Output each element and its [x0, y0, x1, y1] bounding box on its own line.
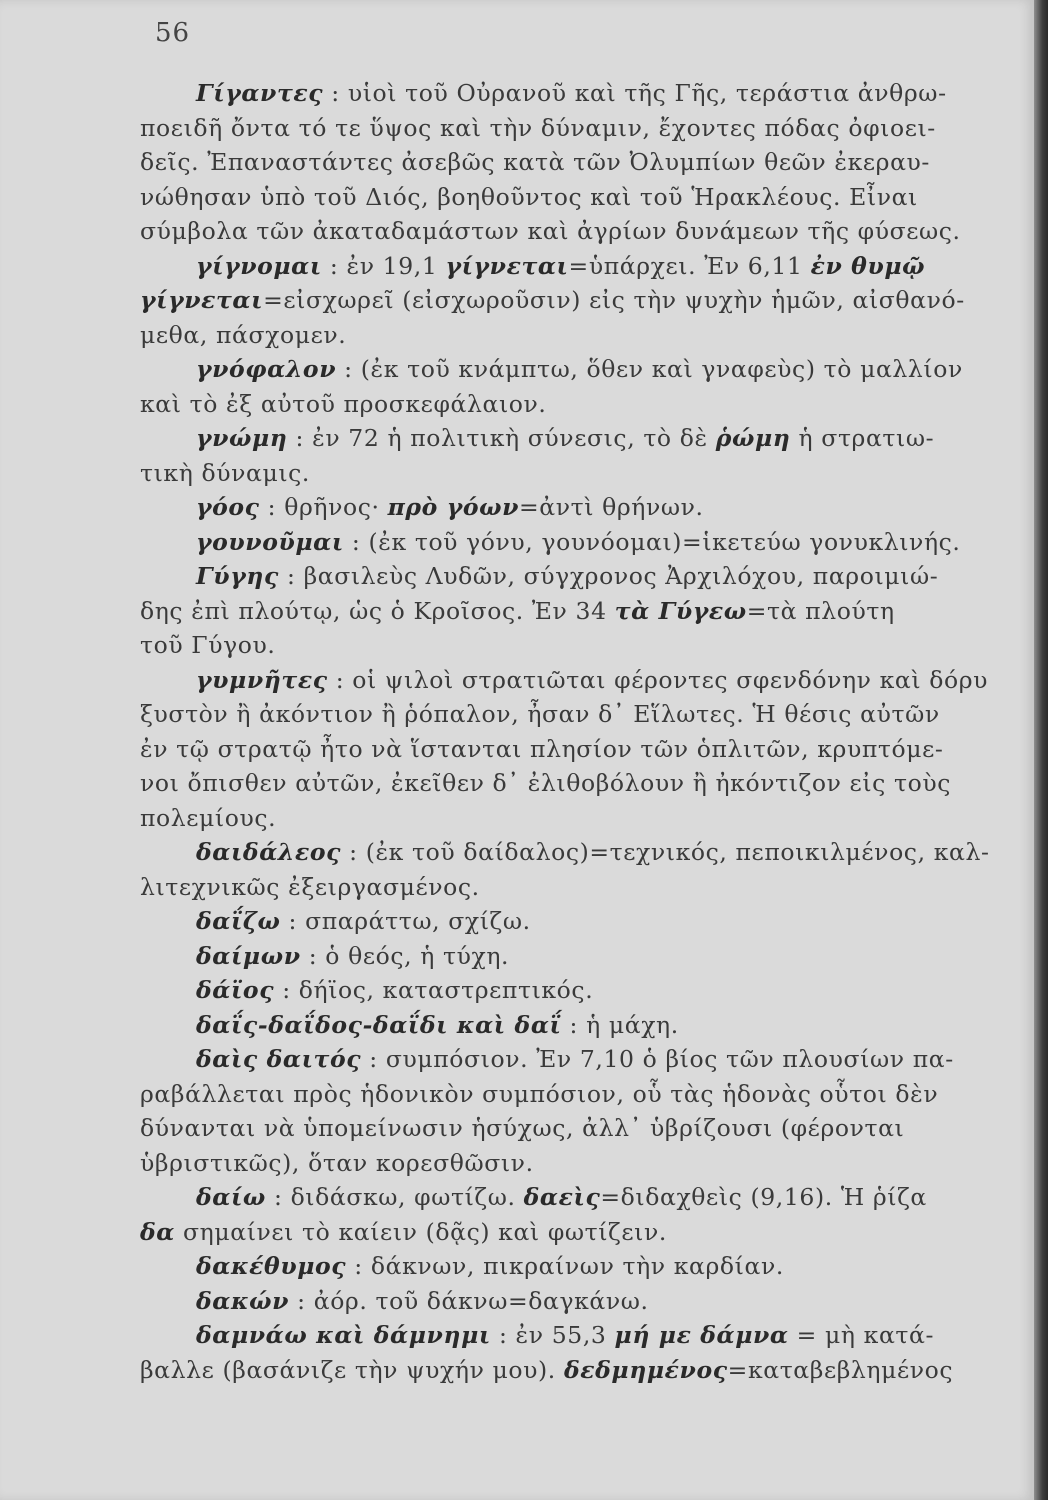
definition-text: : (ἐκ τοῦ δαίδαλος)=τεχνικός, πεποικιλμένος, καλ- [341, 838, 990, 866]
definition-text: =ἀντὶ θρήνων. [518, 493, 704, 521]
definition-text: : ἐν 55,3 [490, 1321, 615, 1349]
definition-text: ραβάλλεται πρὸς ἡδονικὸν συμπόσιον, οὗ τὰς ἡδονὰς οὗτοι δὲν [140, 1079, 939, 1108]
definition-text: : υἱοὶ τοῦ Οὐρανοῦ καὶ τῆς Γῆς, τεράστια ἀνθρω- [323, 79, 947, 107]
headword: γόος [196, 493, 260, 521]
definition-text: τοῦ Γύγου. [140, 631, 276, 659]
headword: δακών [196, 1286, 290, 1315]
definition-text: : (ἐκ τοῦ γόνυ, γουνόομαι)=ἱκετεύω γονυκλινής. [343, 527, 961, 556]
text-line [140, 1249, 1028, 1284]
definition-text: ξυστὸν ἢ ἀκόντιον ἢ ῥόπαλον, ἦσαν δ᾽ Εἵλωτες. Ἡ θέσις αὐτῶν [140, 700, 940, 728]
text-line [140, 1215, 1028, 1250]
text-line [140, 525, 1028, 560]
definition-text: λιτεχνικῶς ἐξειργασμένος. [140, 872, 480, 901]
text-line [140, 766, 1028, 801]
text-line [140, 490, 1028, 525]
headword: δαὶς δαιτός [196, 1045, 362, 1073]
definition-text: : ὁ θεός, ἡ τύχη. [300, 941, 510, 970]
definition-text: σύμβολα τῶν ἀκαταδαμάστων καὶ ἀγρίων δυνάμεων τῆς φύσεως. [140, 217, 961, 245]
text-line [140, 421, 1028, 456]
text-line [140, 1146, 1028, 1181]
definition-text: : συμπόσιον. Ἐν 7,10 ὁ βίος τῶν πλουσίων πα- [361, 1045, 954, 1073]
text-line [140, 76, 1028, 111]
definition-text: τικὴ δύναμις. [140, 458, 310, 487]
definition-text: = μὴ κατά- [788, 1321, 935, 1349]
headword: μή με δάμνα [614, 1321, 789, 1349]
text-line [140, 456, 1028, 491]
headword: δαΐζω [196, 907, 281, 935]
headword: δεδμημένος [563, 1355, 728, 1384]
text-line [140, 145, 1028, 180]
definition-text: δης ἐπὶ πλούτῳ, ὡς ὁ Κροῖσος. Ἐν 34 [140, 596, 615, 625]
text-line [140, 835, 1028, 870]
headword: δαμνάω καὶ δάμνημι [196, 1321, 491, 1349]
text-line [140, 1008, 1028, 1043]
definition-text: : δήϊος, καταστρεπτικός. [274, 976, 594, 1004]
text-line [140, 663, 1028, 698]
text-line [140, 214, 1028, 249]
definition-text: νοι ὄπισθεν αὐτῶν, ἐκεῖθεν δ᾽ ἐλιθοβόλουν ἢ ἠκόντιζον εἰς τοὺς [140, 769, 951, 797]
definition-text: : διδάσκω, φωτίζω. [265, 1183, 524, 1211]
glossary-text [140, 76, 1028, 1387]
headword: δαίμων [196, 941, 301, 970]
definition-text: : ἀόρ. τοῦ δάκνω=δαγκάνω. [289, 1286, 649, 1315]
headword: γνόφαλον [196, 355, 337, 383]
definition-text: ἡ στρατιω- [790, 424, 935, 452]
headword: γίγνεται [445, 251, 569, 280]
headword: Γύγης [196, 562, 279, 590]
definition-text: νώθησαν ὑπὸ τοῦ Διός, βοηθοῦντος καὶ τοῦ Ἡρακλέους. Εἶναι [140, 182, 918, 211]
definition-text: =εἰσχωρεῖ (εἰσχωροῦσιν) εἰς τὴν ψυχὴν ἡμῶν, αἰσθανό- [263, 286, 965, 314]
text-line [140, 180, 1028, 215]
text-line [140, 697, 1028, 732]
definition-text: δύνανται νὰ ὑπομείνωσιν ἡσύχως, ἀλλ᾽ ὑβρίζουσι (φέρονται [140, 1114, 905, 1142]
definition-text: ὑβριστικῶς), ὅταν κορεσθῶσιν. [140, 1148, 534, 1177]
headword: Γίγαντες [196, 79, 324, 107]
definition-text: : ἐν 19,1 [321, 251, 446, 280]
headword: δα [140, 1217, 175, 1246]
text-line [140, 801, 1028, 836]
text-line [140, 1180, 1028, 1215]
text-line [140, 1077, 1028, 1112]
definition-text: καὶ τὸ ἐξ αὐτοῦ προσκεφάλαιον. [140, 389, 547, 418]
headword: ῥώμη [715, 424, 791, 452]
text-line [140, 1353, 1028, 1388]
definition-text: πολεμίους. [140, 803, 277, 832]
text-line [140, 111, 1028, 146]
definition-text: σημαίνει τὸ καίειν (δᾷς) καὶ φωτίζειν. [174, 1217, 667, 1246]
definition-text: δεῖς. Ἐπαναστάντες ἀσεβῶς κατὰ τῶν Ὀλυμπίων θεῶν ἐκεραυ- [140, 148, 930, 176]
definition-text: =ὑπάρχει. Ἐν 6,11 [568, 251, 811, 280]
definition-text: =τὰ πλούτη [746, 596, 895, 625]
definition-text: : βασιλεὺς Λυδῶν, σύγχρονος Ἀρχιλόχου, παροιμιώ- [278, 562, 939, 590]
headword: πρὸ γόων [387, 493, 519, 521]
definition-text: βαλλε (βασάνιζε τὴν ψυχήν μου). [140, 1355, 564, 1384]
headword: δαΐς-δαΐδος-δαΐδι καὶ δαΐ [196, 1010, 562, 1039]
text-line [140, 283, 1028, 318]
definition-text: : θρῆνος· [259, 493, 388, 521]
headword: δάϊος [196, 976, 275, 1004]
headword: γνώμη [196, 424, 288, 452]
definition-text: : οἱ ψιλοὶ στρατιῶται φέροντες σφενδόνην καὶ δόρυ [327, 665, 989, 694]
text-line [140, 973, 1028, 1008]
definition-text: =καταβεβλημένος [727, 1355, 954, 1384]
headword: ἐν θυμῷ [810, 251, 926, 280]
headword: δακέθυμος [196, 1252, 347, 1280]
definition-text: : ἡ μάχη. [561, 1010, 679, 1039]
book-spine-shadow [1034, 0, 1048, 1500]
text-line [140, 732, 1028, 767]
headword: γίγνεται [140, 286, 264, 314]
text-line [140, 1318, 1028, 1353]
text-line [140, 1042, 1028, 1077]
text-line [140, 352, 1028, 387]
headword: δαιδάλεος [196, 838, 342, 866]
headword: δαίω [196, 1183, 266, 1211]
definition-text: : δάκνων, πικραίνων τὴν καρδίαν. [346, 1252, 784, 1280]
text-line [140, 870, 1028, 905]
headword: γυμνῆτες [196, 665, 328, 694]
headword: δαεὶς [523, 1183, 601, 1211]
text-line [140, 318, 1028, 353]
text-line [140, 249, 1028, 284]
text-line [140, 939, 1028, 974]
definition-text: : ἐν 72 ἡ πολιτικὴ σύνεσις, τὸ δὲ [287, 424, 716, 452]
headword: γουνοῦμαι [196, 527, 344, 556]
text-line [140, 904, 1028, 939]
text-line [140, 387, 1028, 422]
text-line [140, 559, 1028, 594]
definition-text: ποειδῆ ὄντα τό τε ὕψος καὶ τὴν δύναμιν, ἔχοντες πόδας ὀφιοει- [140, 113, 936, 142]
page-number: 56 [155, 18, 191, 48]
text-line [140, 628, 1028, 663]
definition-text: =διδαχθεὶς (9,16). Ἡ ῥίζα [600, 1183, 927, 1211]
definition-text: : (ἐκ τοῦ κνάμπτω, ὅθεν καὶ γναφεὺς) τὸ μαλλίον [336, 355, 963, 383]
text-line [140, 594, 1028, 629]
text-line [140, 1111, 1028, 1146]
definition-text: ἐν τῷ στρατῷ ἦτο νὰ ἵστανται πλησίον τῶν ὁπλιτῶν, κρυπτόμε- [140, 734, 944, 763]
headword: τὰ Γύγεω [614, 596, 747, 625]
definition-text: μεθα, πάσχομεν. [140, 320, 347, 349]
headword: γίγνομαι [196, 251, 322, 280]
text-line [140, 1284, 1028, 1319]
definition-text: : σπαράττω, σχίζω. [280, 907, 531, 935]
